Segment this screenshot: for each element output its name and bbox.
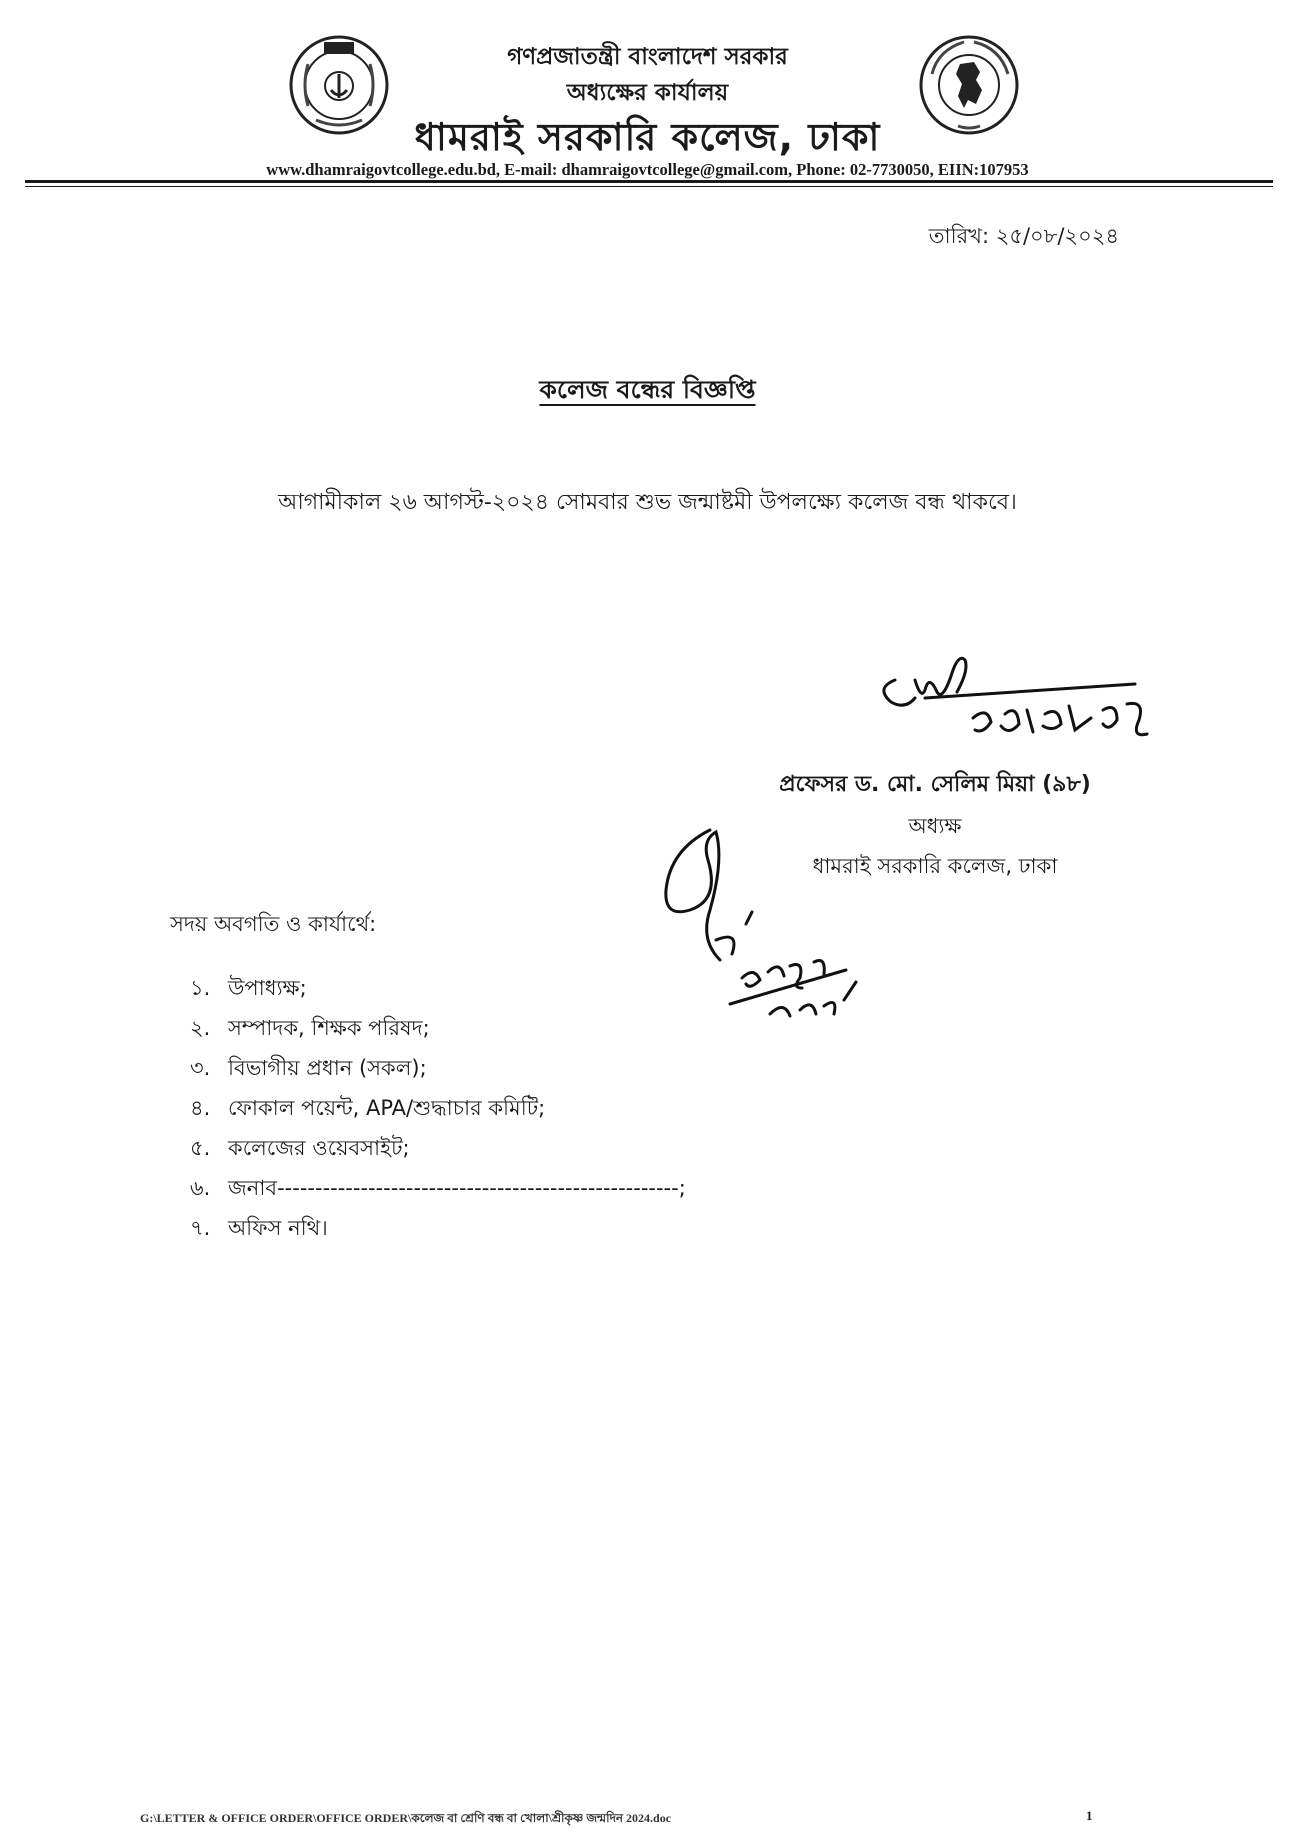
footer-file-path: G:\LETTER & OFFICE ORDER\OFFICE ORDER\কলেজ বা শ্রেণি বন্ধ বা খোলা\শ্রীকৃষ্ণ জন্মদিন 2024.doc [140, 1811, 672, 1825]
office-name: অধ্যক্ষের কার্যালয় [566, 80, 729, 106]
list-item-number: ১. [190, 976, 211, 1000]
notice-subject [0, 370, 1295, 413]
notice-body: আগামীকাল ২৬ আগস্ট-২০২৪ সোমবার শুভ জন্মাষ্টমী উপলক্ষ্যে কলেজ বন্ধ থাকবে। [278, 490, 1017, 515]
list-item [190, 1048, 686, 1088]
list-item-text: অফিস নথি। [228, 1216, 328, 1240]
list-item-text: বিভাগীয় প্রধান (সকল); [228, 1056, 427, 1080]
list-item-number: ৭. [190, 1216, 211, 1240]
header-rule-thin [25, 186, 1273, 187]
footer-page-number: 1 [1086, 1808, 1093, 1823]
list-item-number: ৩. [190, 1056, 211, 1080]
list-item-number: ২. [190, 1016, 211, 1040]
signatory-college: ধামরাই সরকারি কলেজ, ঢাকা [812, 854, 1058, 878]
header-rule-thick [25, 180, 1273, 183]
list-item-text: ফোকাল পয়েন্ট, APA/শুদ্ধাচার কমিটি; [228, 1096, 546, 1120]
distribution-list [190, 968, 686, 1248]
list-item-text: সম্পাদক, শিক্ষক পরিষদ; [228, 1016, 430, 1040]
notice-subject-text: কলেজ বন্ধের বিজ্ঞপ্তি [539, 375, 756, 404]
notice-date: তারিখ: ২৫/০৮/২০২৪ [928, 224, 1119, 248]
contact-line: www.dhamraigovtcollege.edu.bd, E-mail: dhamraigovtcollege@gmail.com, Phone: 02-7730050, EIIN:107953 [266, 160, 1029, 179]
list-item [190, 1088, 686, 1128]
list-item [190, 1208, 686, 1248]
list-item-number: ৪. [190, 1096, 211, 1120]
list-item [190, 968, 686, 1008]
list-item [190, 1168, 686, 1208]
list-item [190, 1008, 686, 1048]
list-item-number: ৫. [190, 1136, 211, 1160]
copy-heading: সদয় অবগতি ও কার্যার্থে: [170, 912, 377, 936]
list-item-text: উপাধ্যক্ষ; [228, 976, 307, 1000]
list-item-number: ৬. [190, 1176, 211, 1200]
signatory-name: প্রফেসর ড. মো. সেলিম মিয়া (৯৮) [779, 772, 1091, 797]
list-item [190, 1128, 686, 1168]
college-name: ধামরাই সরকারি কলেজ, ঢাকা [414, 115, 881, 159]
list-item-text: জনাব-----------------------------------------------------; [228, 1176, 686, 1200]
government-name: গণপ্রজাতন্ত্রী বাংলাদেশ সরকার [507, 44, 788, 70]
list-item-text: কলেজের ওয়েবসাইট; [228, 1136, 410, 1160]
principal-signature-icon [855, 640, 1175, 760]
signatory-title: অধ্যক্ষ [908, 814, 962, 838]
